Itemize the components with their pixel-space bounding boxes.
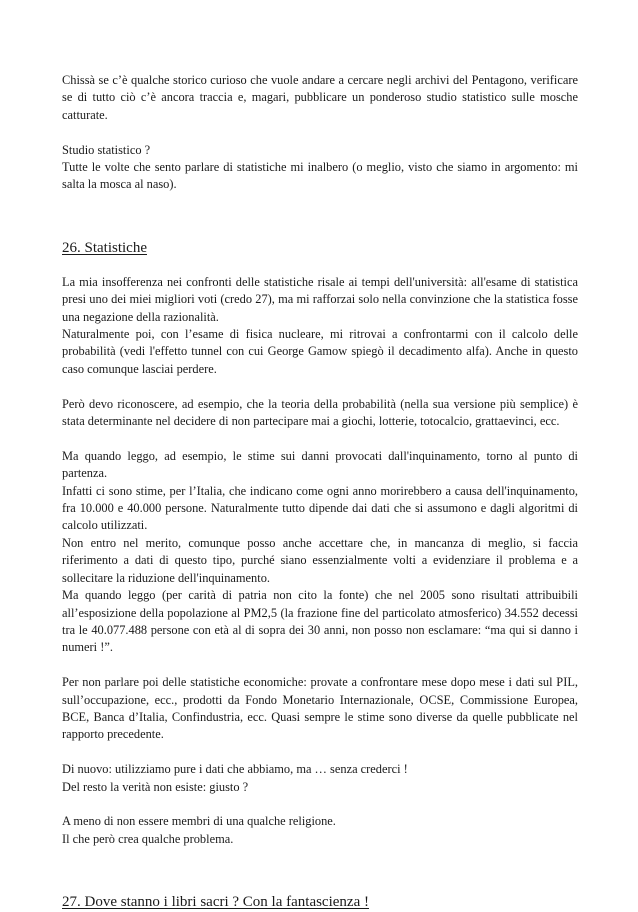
intro-question: Studio statistico ? (62, 142, 151, 157)
section-heading-27: 27. Dove stanno i libri sacri ? Con la fantascienza ! (62, 894, 369, 911)
body-paragraph: Del resto la verità non esiste: giusto ? (62, 779, 249, 794)
body-paragraph: Non entro nel merito, comunque posso anche accettare che, in mancanza di meglio, si faccia riferimento a dati di questo tipo, purché siano essenzialmente volti a evidenziare il problema e a sollecitare la riduzione dell'inquinamento. (62, 535, 578, 585)
body-paragraph: Ma quando leggo (per carità di patria non cito la fonte) che nel 2005 sono risultati attribuibili all’esposizione della popolazione al PM2,5 (la frazione fine del particolato atmosferico) 34.552 decessi tra le 40.077.488 persone con età al di sopra dei 30 anni, non posso non esclamare: “ma qui si danno i numeri !”. (62, 588, 578, 655)
intro-paragraph: Tutte le volte che sento parlare di statistiche mi inalbero (o meglio, visto che siamo in argomento: mi salta la mosca al naso). (62, 160, 578, 192)
body-paragraph: Naturalmente poi, con l’esame di fisica nucleare, mi ritrovai a confrontarmi con il calcolo delle probabilità (vedi l'effetto tunnel con cui George Gamow spiegò il decadimento alfa). Anche in questo caso comunque lasciai perdere. (62, 327, 578, 376)
body-paragraph: Il che però crea qualche problema. (62, 831, 234, 846)
body-paragraph: Di nuovo: utilizziamo pure i dati che abbiamo, ma … senza crederci ! (62, 762, 408, 777)
body-paragraph: Infatti ci sono stime, per l’Italia, che indicano come ogni anno morirebbero a causa dell'inquinamento, fra 10.000 e 40.000 persone. Naturalmente tutto dipende dai dati che si assumono e dagli algoritmi di calcolo utilizzati. (62, 483, 578, 533)
body-paragraph: La mia insofferenza nei confronti delle statistiche risale ai tempi dell'università: all'esame di statistica presi uno dei miei migliori voti (credo 27), ma mi rafforzai solo nella convinzione che la statistica fosse una negazione della razionalità. (62, 274, 578, 324)
body-paragraph: A meno di non essere membri di una qualche religione. (62, 814, 336, 829)
intro-paragraph: Chissà se c’è qualche storico curioso che vuole andare a cercare negli archivi del Pentagono, verificare se di tutto ciò c’è ancora traccia e, magari, pubblicare un ponderoso studio statistico sulle mosche catturate. (62, 73, 578, 122)
document-body (62, 72, 578, 912)
body-paragraph: Però devo riconoscere, ad esempio, che la teoria della probabilità (nella sua versione più semplice) è stata determinante nel decidere di non partecipare mai a giochi, lotterie, totocalcio, grattaevinci, ecc. (62, 396, 578, 429)
body-paragraph: Ma quando leggo, ad esempio, le stime sui danni provocati dall'inquinamento, torno al punto di partenza. (62, 448, 578, 481)
body-paragraph: Per non parlare poi delle statistiche economiche: provate a confrontare mese dopo mese i dati sul PIL, sull’occupazione, ecc., prodotti da Fondo Monetario Internazionale, OCSE, Commissione Europea, BCE, Banca d’Italia, Confindustria, ecc. Quasi sempre le stime sono diverse da quelle pubblicate nel rapporto precedente. (62, 675, 578, 742)
section-heading-26: 26. Statistiche (62, 239, 147, 256)
